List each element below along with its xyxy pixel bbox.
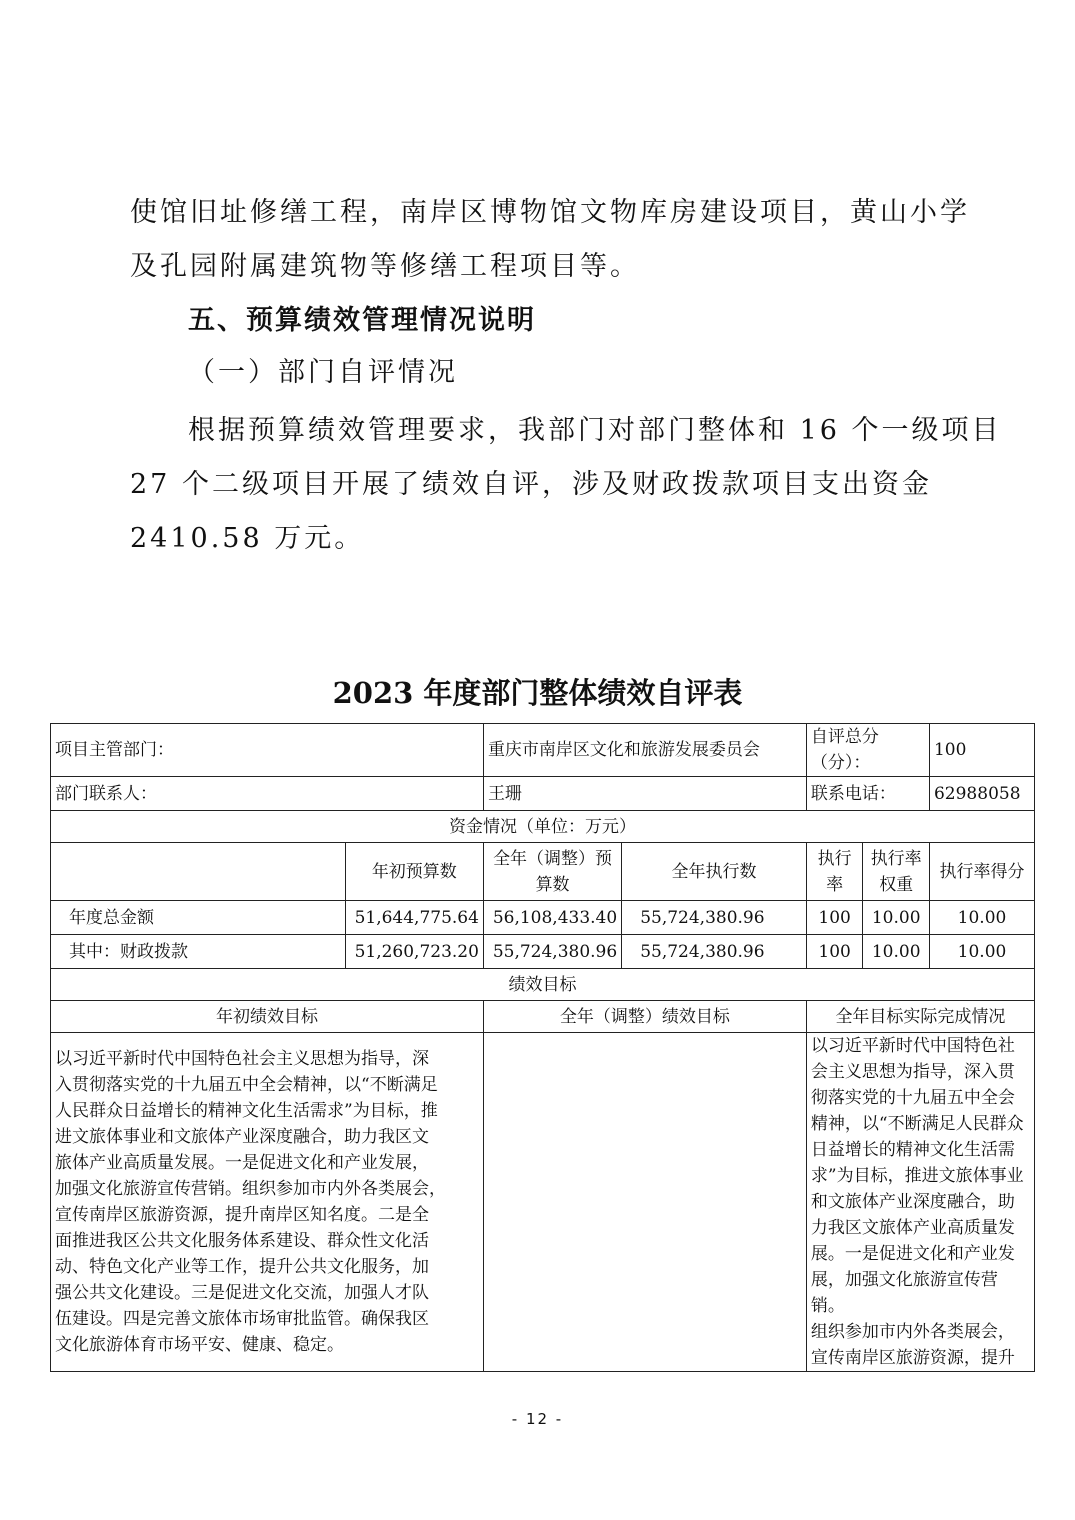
col-adjusted-line-1: 全年（调整）预 bbox=[493, 848, 613, 869]
table-row bbox=[51, 843, 1035, 901]
row-score: 10.00 bbox=[929, 901, 1034, 935]
goal-actual-line: 宣传南岸区旅游资源，提升 bbox=[810, 1348, 1015, 1368]
row-executed: 55,724,380.96 bbox=[622, 901, 807, 935]
col-rate-line-2: 率 bbox=[826, 874, 844, 895]
goal-col-initial: 年初绩效目标 bbox=[51, 1001, 484, 1033]
table-title: 2023 年度部门整体绩效自评表 bbox=[332, 676, 743, 710]
col-budget: 年初预算数 bbox=[345, 843, 483, 901]
dept-value: 重庆市南岸区文化和旅游发展委员会 bbox=[483, 724, 806, 777]
table-row bbox=[51, 811, 1035, 843]
self-eval-paragraph bbox=[130, 404, 1002, 566]
goal-actual-line: 组织参加市内外各类展会， bbox=[810, 1322, 1015, 1342]
goal-initial-line: 进文旅体事业和文旅体产业深度融合，助力我区文 bbox=[55, 1127, 429, 1147]
goal-initial-line: 强公共文化建设。三是促进文化交流，加强人才队 bbox=[55, 1283, 429, 1303]
row-budget: 51,644,775.64 bbox=[345, 901, 483, 935]
goal-initial-line: 动、特色文化产业等工作，提升公共文化服务，加 bbox=[55, 1257, 429, 1277]
row-weight: 10.00 bbox=[863, 901, 930, 935]
phone-label: 联系电话： bbox=[806, 777, 929, 811]
goal-initial-line: 以习近平新时代中国特色社会主义思想为指导，深 bbox=[55, 1049, 429, 1069]
goal-actual-text bbox=[806, 1033, 1034, 1372]
col-weight-line-2: 权重 bbox=[879, 874, 914, 895]
col-executed: 全年执行数 bbox=[622, 843, 807, 901]
row-label: 其中：财政拨款 bbox=[51, 935, 346, 969]
intro-line-2: 及孔园附属建筑物等修缮工程项目等。 bbox=[130, 251, 640, 282]
contact-value: 王珊 bbox=[483, 777, 806, 811]
goal-initial-line: 入贯彻落实党的十九届五中全会精神，以“不断满足 bbox=[55, 1075, 438, 1095]
table-row bbox=[51, 1033, 1035, 1372]
goal-actual-line: 力我区文旅体产业高质量发 bbox=[810, 1218, 1015, 1238]
goal-initial-text bbox=[51, 1033, 484, 1372]
table-row bbox=[51, 724, 1035, 777]
goal-col-adjusted: 全年（调整）绩效目标 bbox=[483, 1001, 806, 1033]
goal-actual-line: 求”为目标，推进文旅体事业 bbox=[810, 1166, 1024, 1186]
goal-initial-line: 面推进我区公共文化服务体系建设、群众性文化活 bbox=[55, 1231, 429, 1251]
goal-actual-line: 和文旅体产业深度融合，助 bbox=[810, 1192, 1015, 1212]
goal-initial-line: 人民群众日益增长的精神文化生活需求”为目标，推 bbox=[55, 1101, 438, 1121]
blank-header-cell bbox=[51, 843, 346, 901]
row-rate: 100 bbox=[806, 935, 863, 969]
table-row bbox=[51, 901, 1035, 935]
goals-header: 绩效目标 bbox=[51, 969, 1035, 1001]
row-budget: 51,260,723.20 bbox=[345, 935, 483, 969]
goal-actual-line: 彻落实党的十九届五中全会 bbox=[810, 1088, 1015, 1108]
goal-actual-line: 展。一是促进文化和产业发 bbox=[810, 1244, 1015, 1264]
row-executed: 55,724,380.96 bbox=[622, 935, 807, 969]
goal-actual-line: 日益增长的精神文化生活需 bbox=[810, 1140, 1015, 1160]
goal-actual-line: 展，加强文化旅游宣传营销。 bbox=[810, 1270, 998, 1316]
score-label: 自评总分（分）： bbox=[806, 724, 929, 777]
row-score: 10.00 bbox=[929, 935, 1034, 969]
goal-initial-line: 伍建设。四是完善文旅体市场审批监管。确保我区 bbox=[55, 1309, 429, 1329]
col-adjusted-line-2: 算数 bbox=[535, 874, 570, 895]
col-weight bbox=[863, 843, 930, 901]
table-row bbox=[51, 777, 1035, 811]
table-row bbox=[51, 935, 1035, 969]
table-row bbox=[51, 969, 1035, 1001]
col-rate bbox=[806, 843, 863, 901]
phone-value: 62988058 bbox=[929, 777, 1034, 811]
goal-col-actual: 全年目标实际完成情况 bbox=[806, 1001, 1034, 1033]
contact-label: 部门联系人： bbox=[51, 777, 484, 811]
row-adjusted: 56,108,433.40 bbox=[483, 901, 621, 935]
goal-actual-line: 会主义思想为指导，深入贯 bbox=[810, 1062, 1015, 1082]
page-number: - 12 - bbox=[511, 1410, 564, 1428]
col-rate-line-1: 执行 bbox=[817, 848, 852, 869]
row-adjusted: 55,724,380.96 bbox=[483, 935, 621, 969]
row-label: 年度总金额 bbox=[51, 901, 346, 935]
col-score: 执行率得分 bbox=[929, 843, 1034, 901]
table-row bbox=[51, 1001, 1035, 1033]
subsection-heading: （一）部门自评情况 bbox=[188, 357, 458, 388]
performance-table bbox=[50, 723, 1035, 1372]
row-rate: 100 bbox=[806, 901, 863, 935]
self-eval-line-2: 27 个二级项目开展了绩效自评，涉及财政拨款项目支出资金 bbox=[130, 469, 932, 500]
dept-label: 项目主管部门： bbox=[51, 724, 484, 777]
self-eval-line-3: 2410.58 万元。 bbox=[130, 523, 365, 554]
col-weight-line-1: 执行率 bbox=[870, 848, 922, 869]
self-eval-line-1: 根据预算绩效管理要求，我部门对部门整体和 16 个一级项目 bbox=[188, 415, 1002, 446]
goal-initial-line: 旅体产业高质量发展。一是促进文化和产业发展， bbox=[55, 1153, 429, 1173]
intro-paragraph bbox=[130, 186, 970, 294]
score-value: 100 bbox=[929, 724, 1034, 777]
row-weight: 10.00 bbox=[863, 935, 930, 969]
goal-adjusted-text bbox=[483, 1033, 806, 1372]
goal-actual-line: 精神，以“不断满足人民群众 bbox=[810, 1114, 1024, 1134]
funds-header: 资金情况（单位：万元） bbox=[51, 811, 1035, 843]
intro-line-1: 使馆旧址修缮工程，南岸区博物馆文物库房建设项目，黄山小学 bbox=[130, 197, 970, 228]
section-heading: 五、预算绩效管理情况说明 bbox=[188, 305, 536, 336]
goal-initial-line: 文化旅游体育市场平安、健康、稳定。 bbox=[55, 1335, 344, 1355]
goal-actual-line: 以习近平新时代中国特色社 bbox=[810, 1036, 1015, 1056]
goal-initial-line: 加强文化旅游宣传营销。组织参加市内外各类展会， bbox=[55, 1179, 446, 1199]
goal-initial-line: 宣传南岸区旅游资源，提升南岸区知名度。二是全 bbox=[55, 1205, 429, 1225]
col-adjusted bbox=[483, 843, 621, 901]
